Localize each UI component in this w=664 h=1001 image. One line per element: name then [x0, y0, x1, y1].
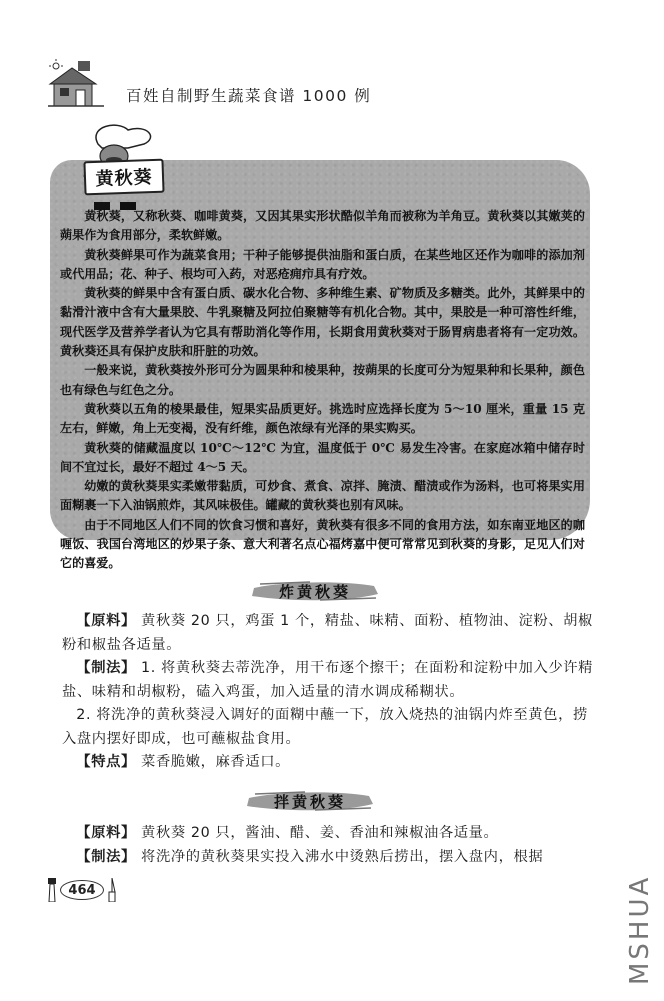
intro-paragraph: 黄秋葵的鲜果中含有蛋白质、碳水化合物、多种维生素、矿物质及多糖类。此外，其鲜果中的黏滑汁液中含有大量果胶、牛乳聚糖及阿拉伯聚糖等有机化合物。其中，果胶是一种可溶性纤维，现代医学及营养学者认为它具有帮助消化等作用，长期食用黄秋葵对于肠胃病患者将有一定功效。黄秋葵还具有保护皮肤和肝脏的功效。 [60, 286, 585, 359]
recipe-body [62, 822, 602, 869]
intro-paragraph: 黄秋葵，又称秋葵、咖啡黄葵，又因其果实形状酷似羊角而被称为羊角豆。黄秋葵以其嫩荚的蒴果作为食用部分，柔软鲜嫩。 [60, 209, 585, 243]
intro-paragraph: 由于不同地区人们不同的饮食习惯和喜好，黄秋葵有很多不同的食用方法，如东南亚地区的咖喱饭、我国台湾地区的炒果子条、意大利著名点心福烤嘉中便可常常见到秋葵的身影，足见人们对它的喜爱。 [60, 517, 585, 571]
page-header [48, 56, 388, 112]
knife-icon [108, 878, 116, 902]
method-step: 【制法】 将洗净的黄秋葵果实投入沸水中烫熟后捞出，摆入盘内，根据 [76, 848, 544, 865]
topic-title: 黄秋葵 [95, 167, 153, 190]
fork-icon [48, 878, 56, 902]
ingredients: 【原料】 黄秋葵 20 只，酱油、醋、姜、香油和辣椒油各适量。 [76, 825, 499, 841]
intro-paragraph: 黄秋葵以五角的棱果最佳，短果实品质更好。挑选时应选择长度为 5～10 厘米，重量 15 克左右，鲜嫩，角上无变褐，没有纤维，颜色浓绿有光泽的果实购买。 [60, 401, 585, 436]
house-icon [48, 56, 108, 108]
intro-paragraph: 幼嫩的黄秋葵果实柔嫩带黏质，可炒食、煮食、凉拌、腌渍、醋渍或作为汤料，也可将果实用面糊裹一下入油锅煎炸，其风味极佳。罐藏的黄秋葵也别有风味。 [60, 479, 585, 513]
intro-paragraph: 一般来说，黄秋葵按外形可分为圆果种和棱果种，按蒴果的长度可分为短果种和长果种，颜色也有绿色与红色之分。 [60, 363, 585, 397]
intro-paragraph: 黄秋葵的储藏温度以 10℃～12℃ 为宜，温度低于 0℃ 易发生冷害。在家庭冰箱中储存时间不宜过长，最好不超过 4～5 天。 [60, 440, 585, 474]
recipe-body [62, 610, 602, 775]
page-number [46, 878, 122, 902]
method-step: 【制法】 1. 将黄秋葵去蒂洗净，用干布逐个擦干；在面粉和淀粉中加入少许精盐、味精和胡椒粉，磕入鸡蛋，加入适量的清水调成稀糊状。 [62, 660, 594, 700]
intro-paragraph: 黄秋葵鲜果可作为蔬菜食用；干种子能够提供油脂和蛋白质，在某些地区还作为咖啡的添加剂或代用品；花、种子、根均可入药，对恶疮痈疖具有疗效。 [60, 247, 585, 281]
ingredients: 【原料】 黄秋葵 20 只，鸡蛋 1 个，精盐、味精、面粉、植物油、淀粉、胡椒粉和椒盐各适量。 [62, 613, 593, 653]
intro-text [60, 207, 585, 574]
topic-sign [83, 159, 164, 196]
feature: 【特点】 菜香脆嫩，麻香适口。 [76, 754, 291, 770]
method-step: 2. 将洗净的黄秋葵浸入调好的面糊中蘸一下，放入烧热的油锅内炸至黄色，捞入盘内摆好即成，也可蘸椒盐食用。 [62, 707, 588, 747]
watermark: MSHUA [625, 874, 655, 985]
recipe-title: 炸黄秋葵 [250, 577, 380, 605]
page-number-value: 464 [60, 880, 104, 900]
recipe-title: 拌黄秋葵 [245, 787, 375, 815]
book-title: 百姓自制野生蔬菜食谱 1000 例 [126, 87, 372, 105]
